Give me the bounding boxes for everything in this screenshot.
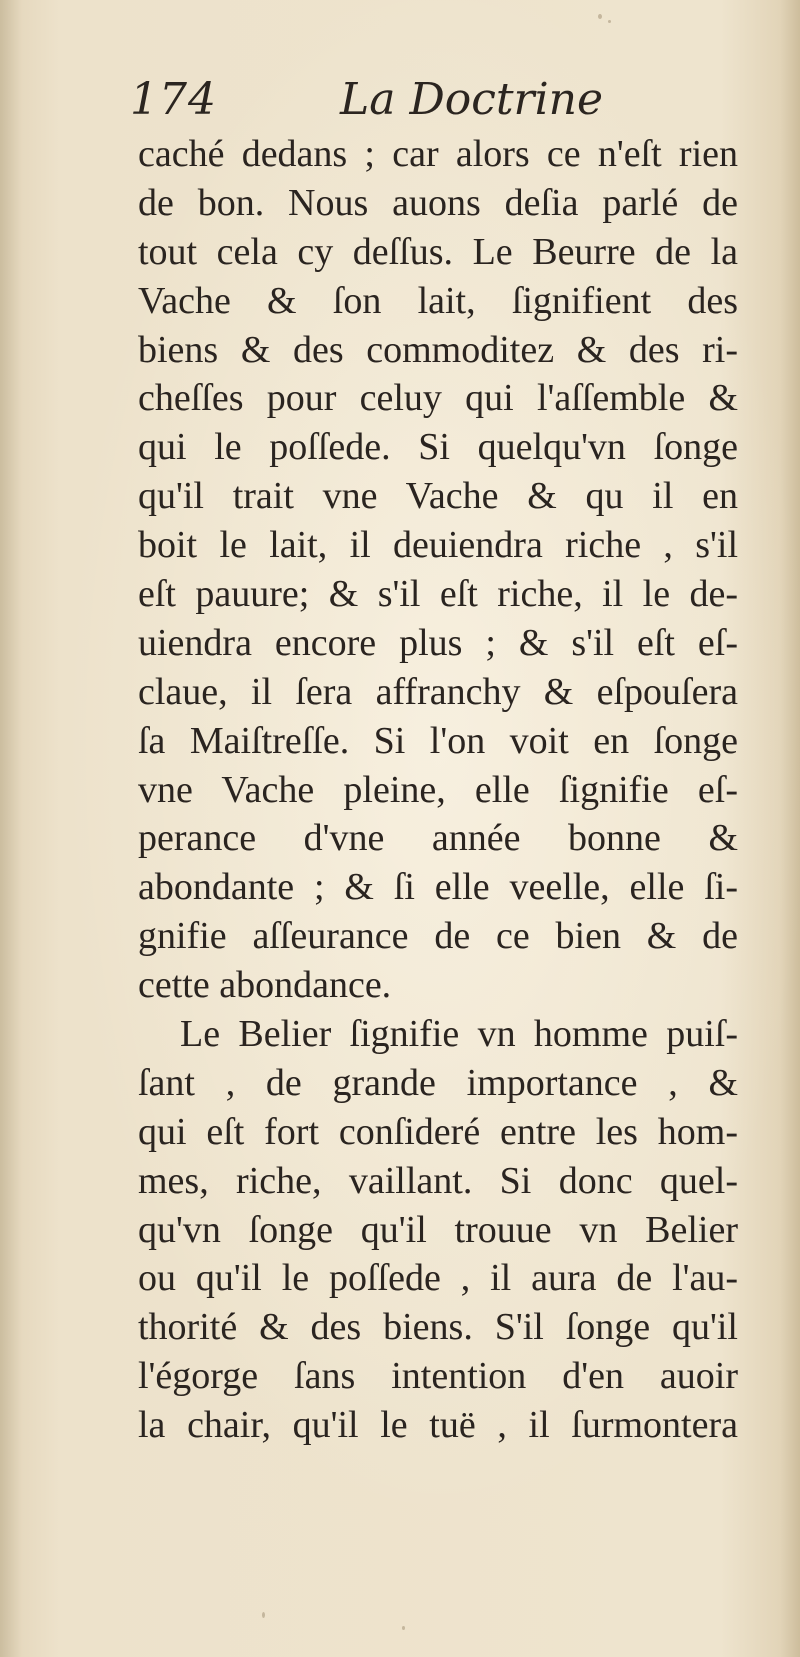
text-line: qui le poſſede. Si quelqu'vn ſonge <box>138 426 738 469</box>
running-head: La Doctrine <box>340 74 604 125</box>
text-line: Vache & ſon lait, ſignifient des <box>138 279 738 322</box>
text-line: tout cela cy deſſus. Le Beurre de la <box>138 230 738 273</box>
text-line: qu'il trait vne Vache & qu il en <box>138 475 738 518</box>
paper-speck <box>598 14 602 19</box>
text-line: ou qu'il le poſſede , il aura de l'au- <box>138 1257 738 1300</box>
body-text <box>138 130 738 1450</box>
text-line: perance d'vne année bonne & <box>138 817 738 860</box>
text-line: vne Vache pleine, elle ſignifie eſ- <box>138 768 738 811</box>
paragraph <box>138 130 738 1010</box>
text-line: claue, il ſera affranchy & eſpouſera <box>138 670 738 713</box>
text-line: Le Belier ſignifie vn homme puiſ- <box>180 1013 738 1056</box>
paper-speck <box>262 1612 265 1618</box>
text-line: eſt pauure; & s'il eſt riche, il le de- <box>138 573 738 616</box>
text-line: ſa Maiſtreſſe. Si l'on voit en ſonge <box>138 719 738 762</box>
text-line: cheſſes pour celuy qui l'aſſemble & <box>138 377 738 420</box>
text-line: thorité & des biens. S'il ſonge qu'il <box>138 1306 738 1349</box>
text-line: qui eſt fort conſideré entre les hom- <box>138 1110 738 1153</box>
text-line: cette abondance. <box>138 964 392 1007</box>
text-line: abondante ; & ſi elle veelle, elle ſi- <box>138 866 738 909</box>
text-line: de bon. Nous auons deſia parlé de <box>138 181 738 224</box>
paragraph <box>138 1010 738 1450</box>
text-line: la chair, qu'il le tuë , il ſurmontera <box>138 1404 738 1447</box>
text-line: uiendra encore plus ; & s'il eſt eſ- <box>138 621 738 664</box>
page-number: 174 <box>130 74 217 125</box>
text-line: boit le lait, il deuiendra riche , s'il <box>138 524 738 567</box>
text-line: biens & des commoditez & des ri- <box>138 328 738 371</box>
text-line: caché dedans ; car alors ce n'eſt rien <box>138 133 738 175</box>
text-line: gnifie aſſeurance de ce bien & de <box>138 915 738 958</box>
text-line: ſant , de grande importance , & <box>138 1061 738 1104</box>
paper-speck <box>402 1626 405 1630</box>
text-line: l'égorge ſans intention d'en auoir <box>138 1355 738 1398</box>
page-header <box>130 74 730 134</box>
text-line: qu'vn ſonge qu'il trouue vn Belier <box>138 1208 738 1251</box>
paper-speck <box>608 20 611 23</box>
text-line: mes, riche, vaillant. Si donc quel- <box>138 1159 738 1202</box>
